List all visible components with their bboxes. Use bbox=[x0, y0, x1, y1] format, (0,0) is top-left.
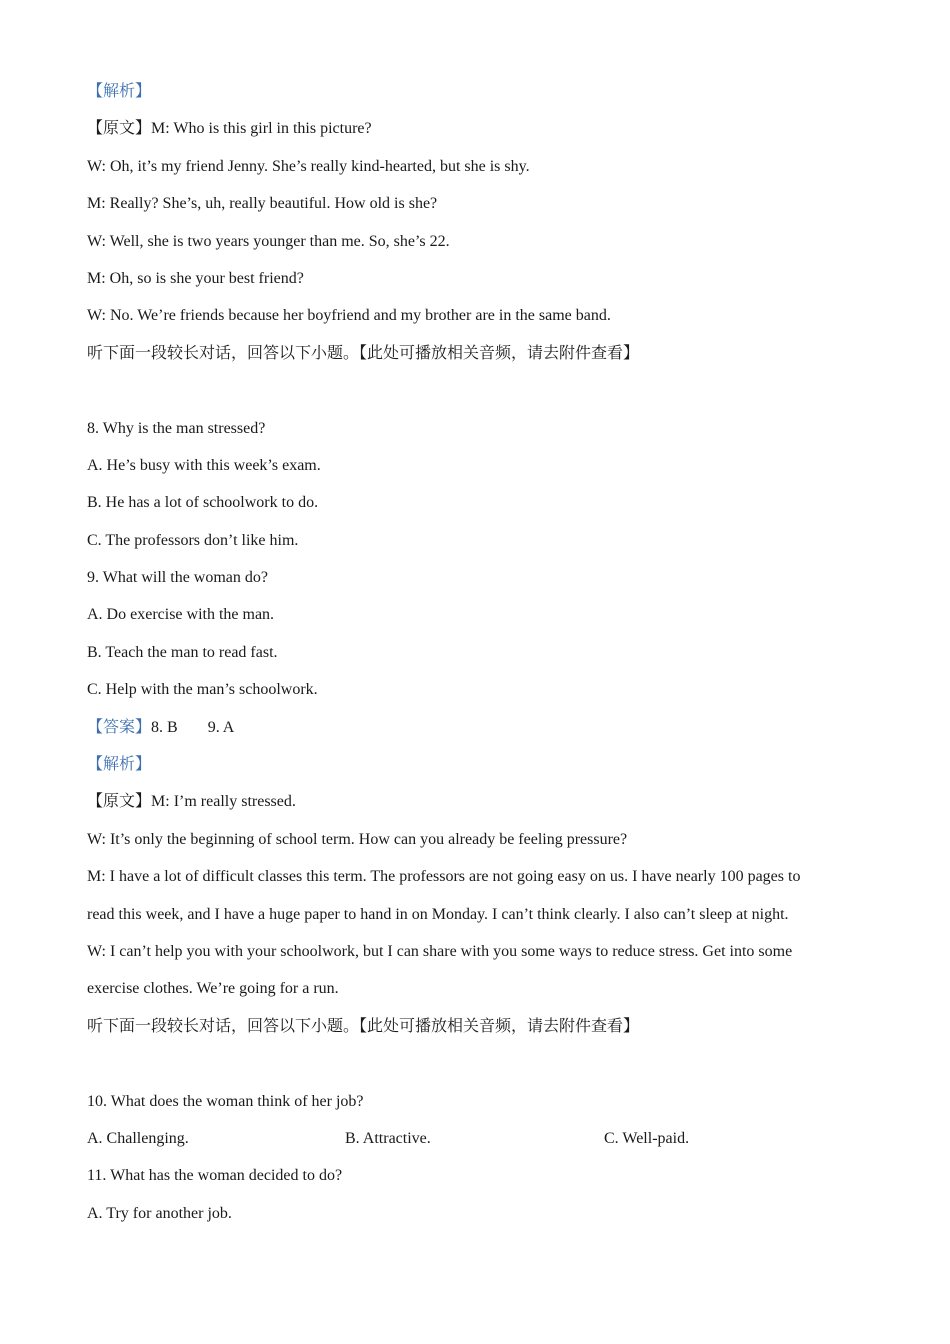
option: C. Help with the man’s schoolwork. bbox=[87, 681, 318, 699]
option: C. The professors don’t like him. bbox=[87, 531, 299, 549]
listening-instruction: 听下面一段较长对话，回答以下小题。【此处可播放相关音频，请去附件查看】 bbox=[87, 344, 640, 362]
answer-9: 9. A bbox=[207, 718, 235, 736]
transcript-line: W: Oh, it’s my friend Jenny. She’s really kind-hearted, but she is shy. bbox=[87, 157, 530, 175]
transcript-line: 【原文】M: Who is this girl in this picture? bbox=[87, 120, 372, 138]
option: A. Challenging. bbox=[87, 1129, 189, 1147]
answer-line bbox=[87, 715, 847, 752]
option: A. He’s busy with this week’s exam. bbox=[87, 456, 321, 474]
document-page bbox=[87, 79, 847, 1238]
option: B. Attractive. bbox=[345, 1129, 431, 1147]
transcript-line: exercise clothes. We’re going for a run. bbox=[87, 980, 339, 998]
spacer bbox=[87, 378, 847, 415]
question-10-options bbox=[87, 1126, 847, 1163]
answer-8: 8. B bbox=[151, 718, 178, 736]
transcript-line: M: Really? She’s, uh, really beautiful. How old is she? bbox=[87, 195, 438, 213]
listening-instruction: 听下面一段较长对话，回答以下小题。【此处可播放相关音频，请去附件查看】 bbox=[87, 1017, 640, 1035]
option: B. Teach the man to read fast. bbox=[87, 643, 278, 661]
analysis-label: 【解析】 bbox=[87, 83, 152, 100]
transcript-line: M: Oh, so is she your best friend? bbox=[87, 269, 304, 287]
transcript-line: W: No. We’re friends because her boyfriend and my brother are in the same band. bbox=[87, 307, 611, 325]
transcript-label: 【原文】 bbox=[87, 793, 152, 811]
question-10: 10. What does the woman think of her job? bbox=[87, 1092, 364, 1110]
answer-label: 【答案】 bbox=[87, 718, 152, 736]
analysis-label: 【解析】 bbox=[87, 756, 152, 774]
transcript-label: 【原文】 bbox=[87, 120, 152, 138]
question-11: 11. What has the woman decided to do? bbox=[87, 1167, 343, 1185]
option: A. Do exercise with the man. bbox=[87, 606, 275, 624]
transcript-line: M: I have a lot of difficult classes this term. The professors are not going easy on us. I have nearly 100 pages to bbox=[87, 868, 801, 886]
transcript-line: W: Well, she is two years younger than me. So, she’s 22. bbox=[87, 232, 450, 250]
option: B. He has a lot of schoolwork to do. bbox=[87, 494, 319, 512]
transcript-line: W: I can’t help you with your schoolwork, but I can share with you some ways to reduce stress. Get into some bbox=[87, 942, 793, 960]
option: A. Try for another job. bbox=[87, 1204, 232, 1222]
option: C. Well-paid. bbox=[604, 1129, 690, 1147]
transcript-line: read this week, and I have a huge paper to hand in on Monday. I can’t think clearly. I also can’t sleep at night. bbox=[87, 905, 789, 923]
transcript-line: 【原文】M: I’m really stressed. bbox=[87, 793, 296, 811]
question-9: 9. What will the woman do? bbox=[87, 569, 268, 587]
spacer bbox=[87, 1051, 847, 1088]
transcript-line: W: It’s only the beginning of school term. How can you already be feeling pressure? bbox=[87, 830, 628, 848]
question-8: 8. Why is the man stressed? bbox=[87, 419, 266, 437]
